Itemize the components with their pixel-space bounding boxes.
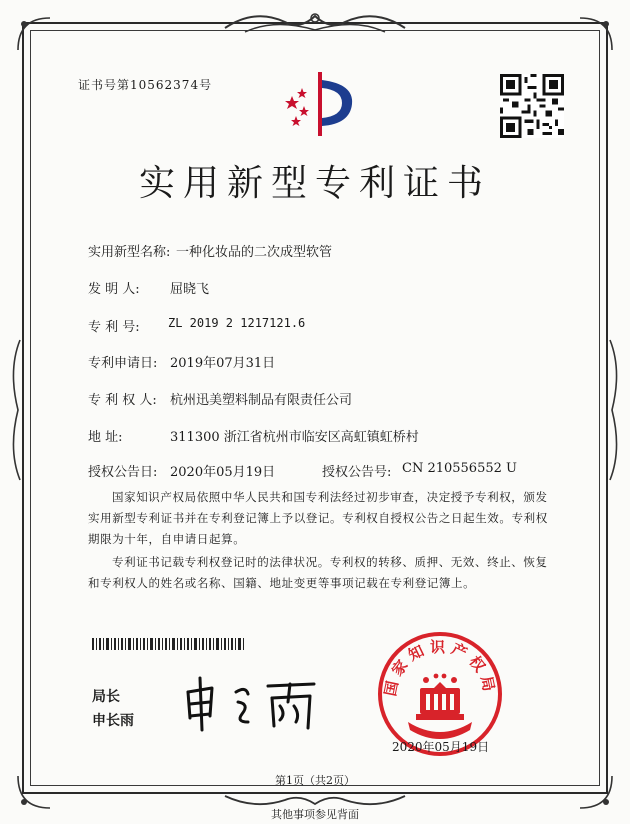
field-value: 一种化妆品的二次成型软管 [176,245,333,260]
field-label: 专 利 号: [88,320,140,335]
field-value: 2020年05月19日 [170,465,276,480]
director-name: 申长雨 [92,713,134,729]
page-title: 实用新型专利证书 [138,163,491,204]
corner-ornament-tl [14,14,54,54]
field-label: 专 利 权 人: [88,393,157,408]
field-label: 授权公告日: [88,465,158,480]
field-label: 发 明 人: [88,282,140,297]
field-value: 屈晓飞 [170,282,210,297]
field-label: 地 址: [88,430,123,445]
right-ornament [606,330,624,490]
corner-ornament-tr [576,14,616,54]
field-value: 311300 浙江省杭州市临安区高虹镇虹桥村 [170,430,419,445]
field-value: 杭州迅美塑料制品有限责任公司 [170,393,353,408]
director-title: 局长 [92,689,120,705]
field-label: 专利申请日: [88,356,158,371]
top-ornament [215,6,415,40]
field-value: ZL 2019 2 1217121.6 [168,316,306,330]
cnipa-logo-icon [282,70,358,140]
seal-text: 国家知识产权局 [381,638,499,698]
page-number: 第1页（共2页） [275,774,355,787]
certificate-number: 证书号第10562374号 [78,78,213,92]
seal-date: 2020年05月19日 [392,740,490,754]
statement-paragraph-1: 国家知识产权局依照中华人民共和国专利法经过初步审查，决定授予专利权，颁发实用新型专利证书并在专利登记簿上予以登记。专利权自授权公告之日起生效。专利权期限为十年，自申请日起算。 [88,490,548,546]
footer-note: 其他事项参见背面 [271,808,359,821]
qr-code-icon [500,74,564,138]
field-value: 2019年07月31日 [170,356,276,371]
statement-paragraph-2: 专利证书记载专利权登记时的法律状况。专利权的转移、质押、无效、终止、恢复和专利权人的姓名或名称、国籍、地址变更等事项记载在专利登记簿上。 [88,555,548,590]
barcode-icon [92,638,244,650]
field-value: CN 210556552 U [402,461,517,476]
director-signature-handwriting [176,672,326,734]
field-label: 授权公告号: [322,465,392,480]
field-label: 实用新型名称: [88,245,171,260]
left-ornament [6,330,24,490]
